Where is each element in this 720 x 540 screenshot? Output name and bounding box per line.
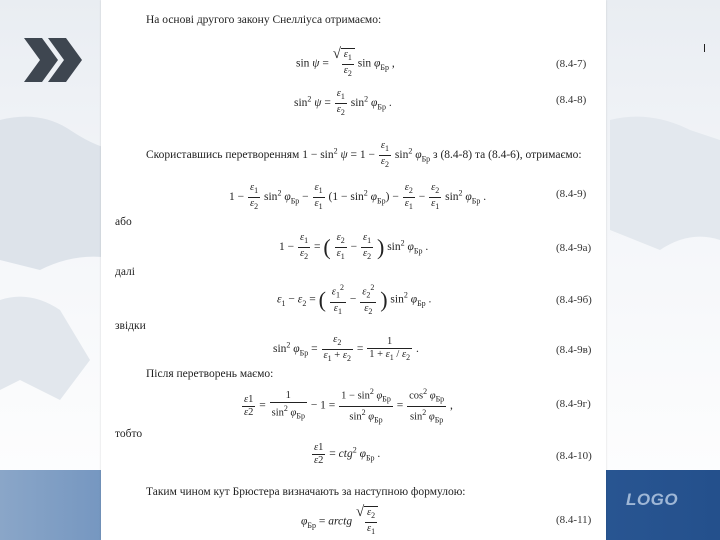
- ref-8-4-9b: (8.4-9б): [556, 294, 592, 306]
- paragraph-snell: На основі другого закону Снелліуса отримаємо:: [146, 14, 382, 26]
- paragraph-transform-start: Скориставшись перетворенням: [146, 149, 300, 162]
- equation-8-4-9g: $\frac{\varepsilon 1}{\varepsilon 2}$ = $\frac{1}{\sin^2 \varphi_{Бр}}$ − 1 = $\frac{1 - \sin^2 \varphi_{Бр}}{\sin^2 \varphi_{Бр}}$ = $\frac{\cos^2 \varphi_{Бр}}{\sin^2 \varphi_{Бр}}$ ,: [244, 387, 453, 425]
- logo: LOGO: [626, 490, 679, 509]
- ref-8-4-10: (8.4-10): [556, 450, 592, 462]
- paragraph-transform: Скориставшись перетворенням $1 - \sin^2 \psi = 1$ − $\frac{\varepsilon_1}{\varepsilon_2}$ $\sin^2 \varphi_{Бр}$ з (8.4-8) та (8.4-6), отримаємо:: [146, 140, 582, 170]
- ref-8-4-9a: (8.4-9а): [556, 242, 592, 254]
- ref-8-4-7: (8.4-7): [556, 58, 587, 70]
- paragraph-after: Після перетворень маємо:: [146, 368, 274, 380]
- equation-8-4-9a: 1 − $\frac{\varepsilon_1}{\varepsilon_2}$ = ( $\frac{\varepsilon_2}{\varepsilon_1}$ − $\frac{\varepsilon_1}{\varepsilon_2}$ ) $\sin^2 \varphi_{Бр}$ .: [279, 232, 429, 262]
- equation-8-4-8: $\sin^2 \psi$ = $\frac{\varepsilon_1}{\varepsilon_2}$ $\sin^2 \varphi_{Бр}$ .: [294, 88, 392, 118]
- equation-8-4-10: $\frac{\varepsilon 1}{\varepsilon 2}$ = ctg$^2$ $\varphi_{Бр}$ .: [314, 442, 381, 466]
- paragraph-transform-end: та (8.4-6), отримаємо:: [474, 149, 582, 162]
- word-zvidky: звідки: [115, 320, 146, 332]
- equation-8-4-9b: $\varepsilon_1 - \varepsilon_2$ = ( $\frac{\varepsilon_1^2}{\varepsilon_1}$ − $\frac{\varepsilon_2^2}{\varepsilon_2}$ ) $\sin^2 \varphi_{Бр}$ .: [277, 283, 432, 316]
- ref-8-4-8: (8.4-8): [556, 94, 587, 106]
- paragraph-brewster: Таким чином кут Брюстера визначають за наступною формулою:: [146, 486, 466, 498]
- ref-8-4-9: (8.4-9): [556, 188, 587, 200]
- equation-8-4-7: sin ψ = √ $\frac{\varepsilon_1}{\varepsilon_2}$ $\sin \varphi_{Бр}$ ,: [296, 46, 395, 79]
- equation-8-4-11: $\varphi_{Бр}$ = arctg √ $\frac{\varepsilon_2}{\varepsilon_1}$: [301, 506, 378, 538]
- word-dali: далі: [115, 266, 135, 278]
- ref-8-4-11: (8.4-11): [556, 514, 592, 526]
- word-abo: або: [115, 216, 132, 228]
- equation-8-4-9v: $\sin^2 \varphi_{Бр}$ = $\frac{\varepsilon_2}{\varepsilon_1 + \varepsilon_2}$ = $\frac{1}{1 + \varepsilon_1 / \varepsilon_2}$ .: [273, 334, 419, 364]
- ref-8-4-9v: (8.4-9в): [556, 344, 592, 356]
- paragraph-transform-ref: (8.4-8): [440, 149, 473, 162]
- document-page: [101, 0, 606, 540]
- word-tobto: тобто: [115, 428, 143, 440]
- corner-mark: [704, 44, 705, 52]
- ref-8-4-9g: (8.4-9г): [556, 398, 591, 410]
- equation-8-4-9: 1 − $\frac{\varepsilon_1}{\varepsilon_2}$ $\sin^2 \varphi_{Бр}$ − $\frac{\varepsilon_1}{\varepsilon_1}$ $(1 - \sin^2 \varphi_{Бр})$ − $\frac{\varepsilon_2}{\varepsilon_1}$ − $\frac{\varepsilon_2}{\varepsilon_1}$ $\sin^2 \varphi_{Бр}$ .: [229, 182, 487, 212]
- double-chevron-icon: [22, 34, 92, 86]
